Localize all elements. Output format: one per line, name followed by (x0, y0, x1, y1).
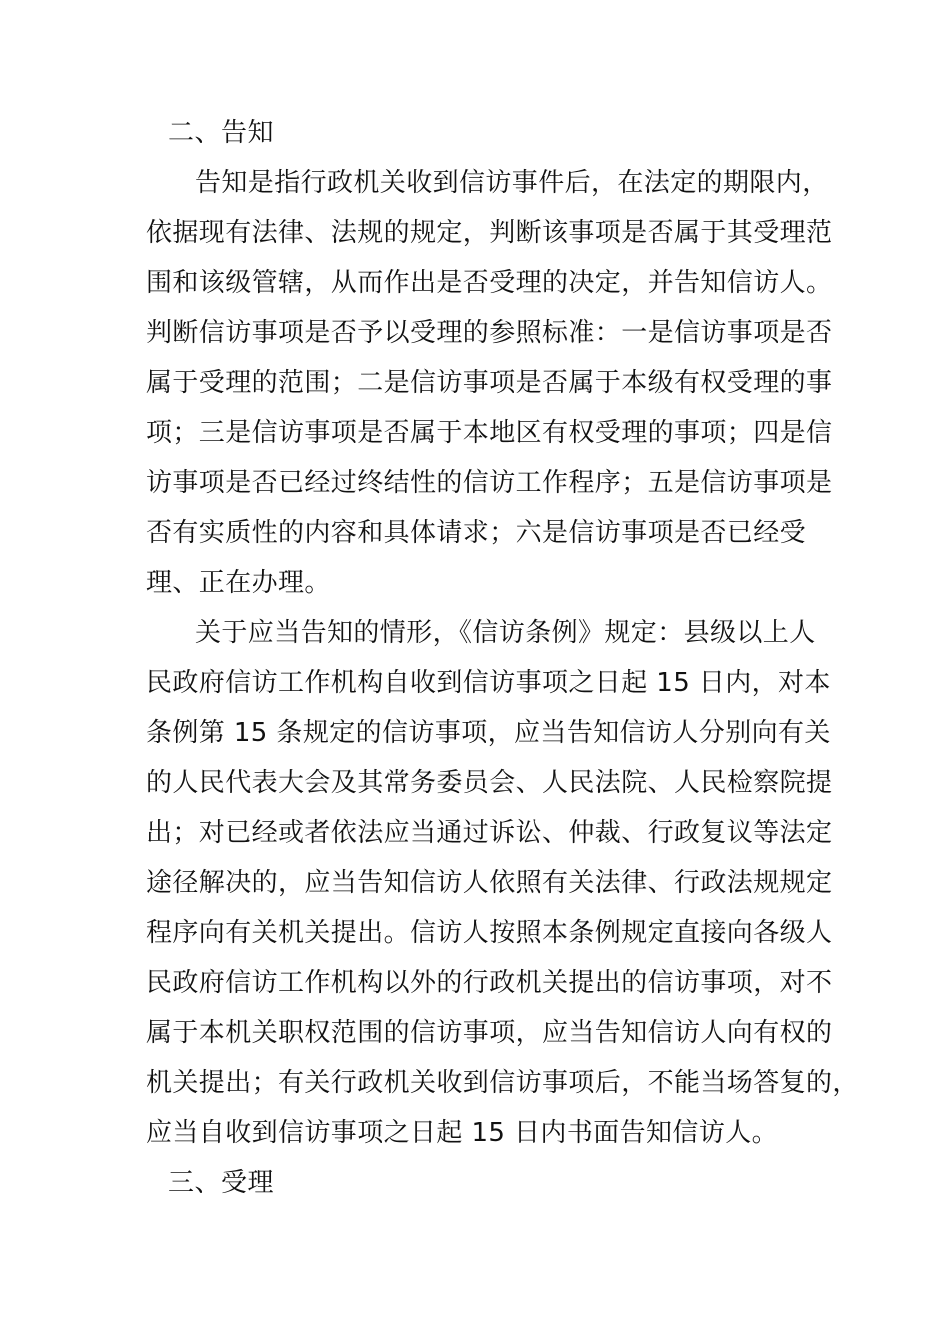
paragraph-line: 访事项是否已经过终结性的信访工作程序；五是信访事项是 (146, 468, 833, 498)
paragraph-line: 属于受理的范围；二是信访事项是否属于本级有权受理的事 (146, 368, 833, 398)
paragraph-line: 理、正在办理。 (146, 568, 331, 598)
paragraph-line: 途径解决的，应当告知信访人依照有关法律、行政法规规定 (146, 868, 833, 898)
section-heading-acceptance: 三、受理 (168, 1168, 275, 1198)
paragraph-line: 民政府信访工作机构以外的行政机关提出的信访事项，对不 (146, 968, 833, 998)
paragraph-line: 机关提出；有关行政机关收到信访事项后，不能当场答复的， (146, 1068, 859, 1098)
paragraph-line: 程序向有关机关提出。信访人按照本条例规定直接向各级人 (146, 918, 833, 948)
section-heading-notification: 二、告知 (168, 118, 275, 148)
paragraph-line: 应当自收到信访事项之日起 15 日内书面告知信访人。 (146, 1118, 779, 1148)
paragraph-line: 出；对已经或者依法应当通过诉讼、仲裁、行政复议等法定 (146, 818, 833, 848)
paragraph-line: 的人民代表大会及其常务委员会、人民法院、人民检察院提 (146, 768, 833, 798)
paragraph-line: 告知是指行政机关收到信访事件后，在法定的期限内， (195, 168, 829, 198)
paragraph-line: 民政府信访工作机构自收到信访事项之日起 15 日内，对本 (146, 668, 831, 698)
paragraph-line: 围和该级管辖，从而作出是否受理的决定，并告知信访人。 (146, 268, 833, 298)
paragraph-line: 依据现有法律、法规的规定，判断该事项是否属于其受理范 (146, 218, 833, 248)
paragraph-line: 否有实质性的内容和具体请求；六是信访事项是否已经受 (146, 518, 807, 548)
paragraph-line: 属于本机关职权范围的信访事项，应当告知信访人向有权的 (146, 1018, 833, 1048)
paragraph-line: 判断信访事项是否予以受理的参照标准：一是信访事项是否 (146, 318, 833, 348)
paragraph-line: 项；三是信访事项是否属于本地区有权受理的事项；四是信 (146, 418, 833, 448)
paragraph-line: 条例第 15 条规定的信访事项，应当告知信访人分别向有关 (146, 718, 831, 748)
paragraph-line: 关于应当告知的情形，《信访条例》规定：县级以上人 (195, 618, 816, 648)
